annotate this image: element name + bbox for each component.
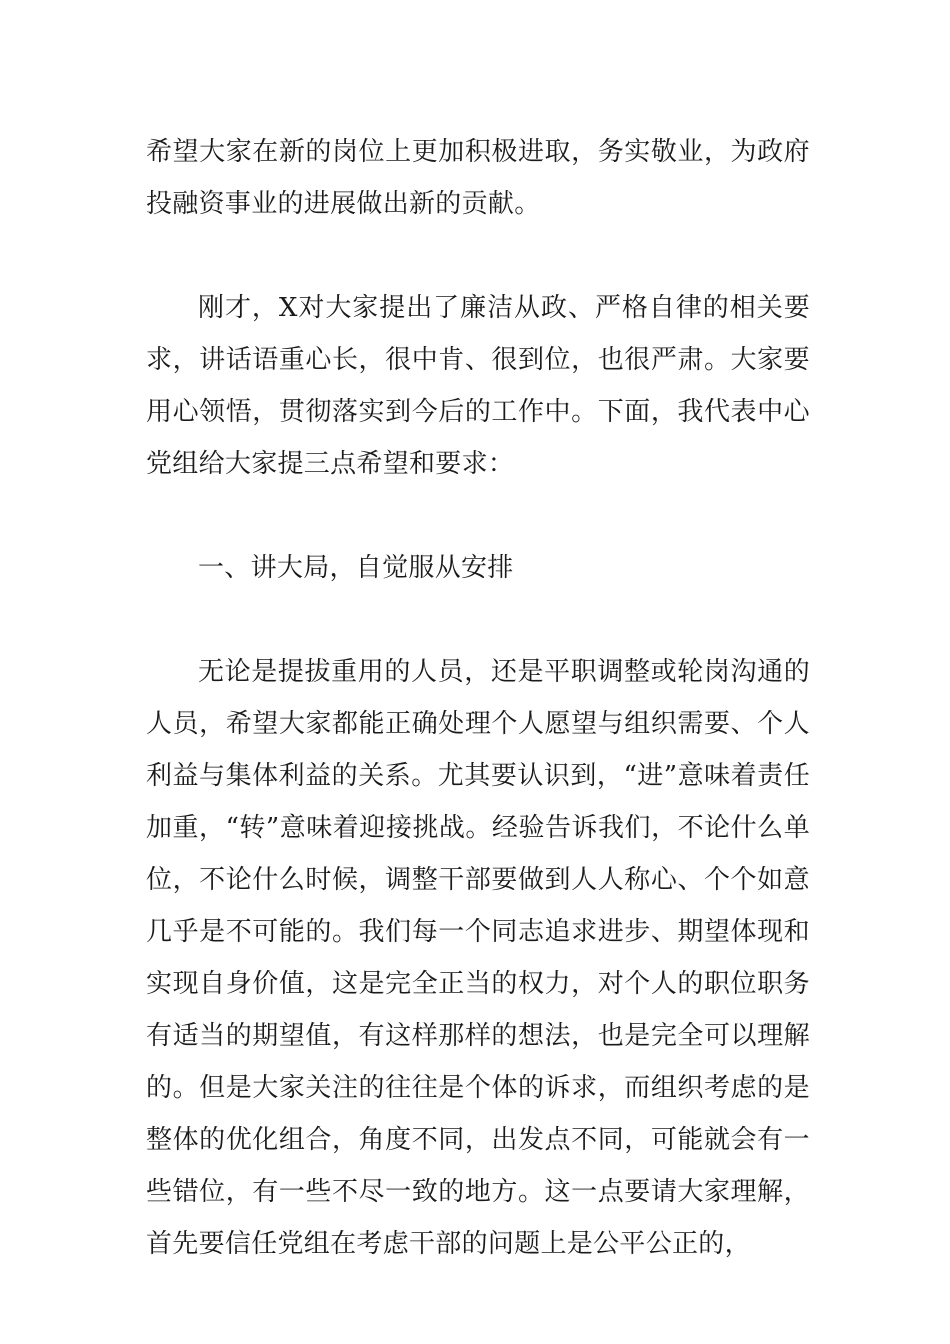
paragraph-gap: [146, 490, 810, 542]
paragraph-intro: 刚才，X对大家提出了廉洁从政、严格自律的相关要求，讲话语重心长，很中肯、很到位，也很严肃。大家要用心领悟，贯彻落实到今后的工作中。下面，我代表中心党组给大家提三点希望和要求：: [146, 293, 810, 479]
section-heading: 一、讲大局，自觉服从安排: [198, 553, 514, 583]
paragraph-gap: [146, 230, 810, 282]
document-body: [146, 126, 810, 1270]
paragraph-body: 无论是提拔重用的人员，还是平职调整或轮岗沟通的人员，希望大家都能正确处理个人愿望与组织需要、个人利益与集体利益的关系。尤其要认识到，“进”意味着责任加重，“转”意味着迎接挑战。经验告诉我们，不论什么单位，不论什么时候，调整干部要做到人人称心、个个如意几乎是不可能的。我们每一个同志追求进步、期望体现和实现自身价值，这是完全正当的权力，对个人的职位职务有适当的期望值，有这样那样的想法，也是完全可以理解的。但是大家关注的往往是个体的诉求，而组织考虑的是整体的优化组合，角度不同，出发点不同，可能就会有一些错位，有一些不尽一致的地方。这一点要请大家理解，首先要信任党组在考虑干部的问题上是公平公正的，: [146, 657, 810, 1259]
paragraph-gap: [146, 594, 810, 646]
paragraph-continuation: 希望大家在新的岗位上更加积极进取，务实敬业，为政府投融资事业的进展做出新的贡献。: [146, 137, 810, 219]
